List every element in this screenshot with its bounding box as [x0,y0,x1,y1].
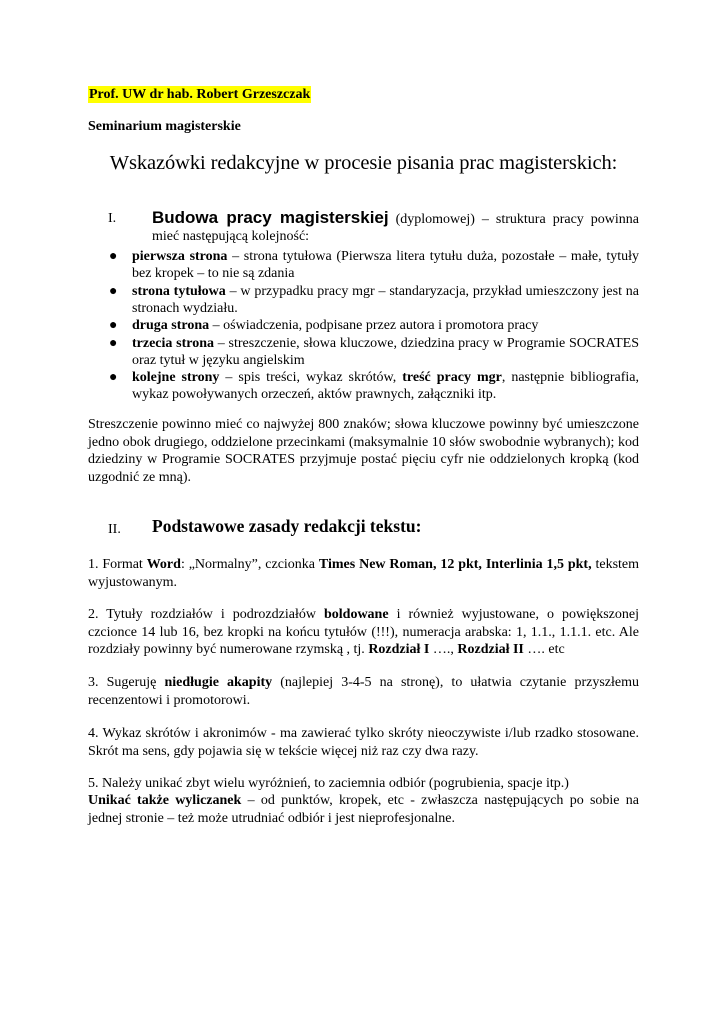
structure-list [108,248,639,404]
seminar-label: Seminarium magisterskie [88,119,241,134]
section-2-number: II. [108,522,121,537]
section-2-heading [108,518,639,537]
section-1-number: I. [108,211,117,226]
section-1-title: Budowa pracy magisterskiej [152,208,389,227]
list-item: ● strona tytułowa – w przypadku pracy mgr – standaryzacja, przykład umieszczony jest na stronach wydziału. [109,283,640,316]
rule-paragraph-1: 1. Format Word: „Normalny”, czcionka Times New Roman, 12 pkt, Interlinia 1,5 pkt, tekstem wyjustowanym. [88,557,640,590]
document-title: Wskazówki redakcyjne w procesie pisania prac magisterskich: [109,152,618,174]
rule-paragraph-5: 5. Należy unikać zbyt wielu wyróżnień, to zaciemnia odbiór (pogrubienia, spacje itp.) [88,776,569,791]
bullet-icon: ● [109,370,118,385]
bullet-icon: ● [109,283,118,299]
list-item: ● trzecia strona – streszczenie, słowa kluczowe, dziedzina pracy w Programie SOCRATES oraz tytuł w języku angielskim [109,335,639,368]
section-2-title: Podstawowe zasady redakcji tekstu: [152,516,422,536]
author-name: Prof. UW dr hab. Robert Grzeszczak [89,87,311,102]
bullet-icon: ● [109,318,118,333]
summary-paragraph: Streszczenie powinno mieć co najwyżej 800 znaków; słowa kluczowe powinny być umieszczone jedno obok drugiego, oddzielone przecinkami (maksymalnie 10 słów swobodnie wybranych); kod dziedziny w Programie SOCRATES przyjmuje postać pięciu cyfr nie oddzielonych kropką (kod uzgodnić ze mną). [88,417,639,485]
section-1-title-paren: (dyplomowej) [388,212,475,227]
list-item: ● kolejne strony – spis treści, wykaz skrótów, treść pracy mgr, następnie bibliografia, wykaz powoływanych orzeczeń, aktów prawnych, załączniki itp. [109,370,639,402]
list-item: ● pierwsza strona – strona tytułowa (Pierwsza litera tytułu duża, pozostałe – małe, tytuły bez kropek – to nie są zdania [109,249,639,281]
rule-paragraph-3: 3. Sugeruję niedługie akapity (najlepiej 3-4-5 na stronę), to ułatwia czytanie przyszłemu recenzentowi i promotorowi. [88,675,639,708]
list-item: ● druga strona – oświadczenia, podpisane przez autora i promotora pracy [109,318,539,333]
bullet-icon: ● [109,249,118,264]
rule-paragraph-2: 2. Tytuły rozdziałów i podrozdziałów boldowane i również wyjustowane, o powiększonej czcionce 14 lub 16, bez kropki na końcu tytułów (!!!), numeracja arabska: 1, 1.1., 1.1.1. etc. Ale rozdziały powinny być numerowane rzymską , tj. Rozdział I …., Rozdział II …. etc [88,607,639,657]
section-1-heading [108,209,639,245]
section-1-intro: – struktura pracy powinna mieć następującą kolejność: [152,212,639,244]
bullet-icon: ● [109,335,118,351]
rule-paragraph-4: 4. Wykaz skrótów i akronimów - ma zawierać tylko skróty nieoczywiste i/lub rzadko stosowane. Skrót ma sens, gdy pojawia się w tekście więcej niż raz czy dwa razy. [88,726,639,759]
rule-paragraph-6: Unikać także wyliczanek – od punktów, kropek, etc - zwłaszcza następujących po sobie na jednej stronie – też może utrudniać odbiór i jest nieprofesjonalne. [88,793,640,826]
